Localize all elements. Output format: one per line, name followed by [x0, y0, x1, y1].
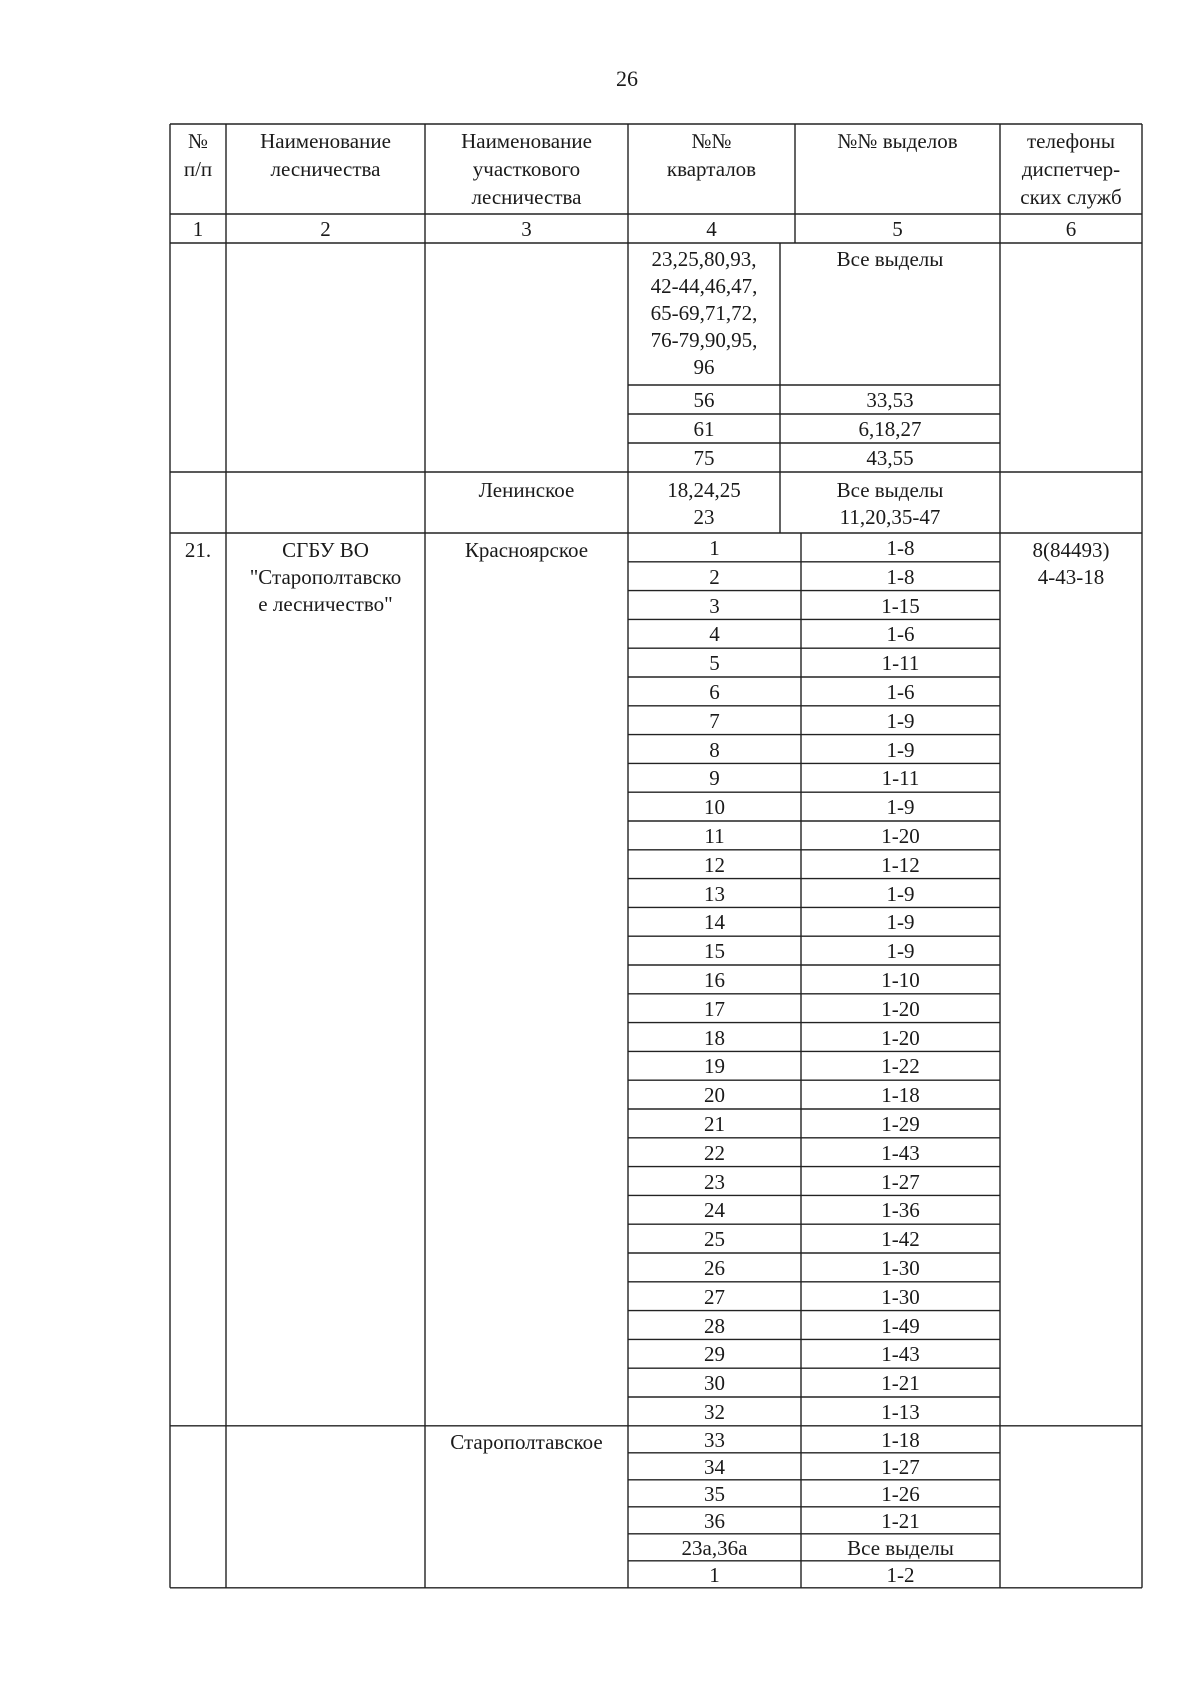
column-number: 3 [521, 217, 532, 241]
allotment-cell: 1-36 [881, 1198, 920, 1223]
allotment-cell: 1-9 [886, 939, 915, 964]
quarter-cell: 18 [704, 1025, 725, 1050]
allotment-cell: 1-15 [881, 593, 920, 618]
forestry-name-line: "Старополтавско [249, 565, 402, 589]
allotment-cell: 1-18 [881, 1427, 920, 1452]
column-number: 4 [706, 217, 717, 241]
quarter-cell: 10 [704, 795, 725, 820]
quarter-cell: 21 [704, 1112, 725, 1136]
quarter-cell: 23 [704, 1169, 725, 1194]
column-number: 6 [1065, 217, 1077, 241]
allotment-cell: 1-43 [881, 1342, 920, 1367]
header-col3-line: участкового [472, 157, 581, 181]
allotment-cell: 1-27 [881, 1169, 920, 1194]
quarters-list-line: 96 [693, 355, 715, 379]
header-col6-line: диспетчер- [1021, 157, 1121, 181]
quarters-list-line: 23 [693, 505, 715, 529]
header-col6-line: ских служб [1020, 185, 1122, 209]
column-number: 1 [192, 217, 204, 241]
allotment-cell: 33,53 [866, 388, 914, 412]
quarter-cell: 5 [709, 651, 720, 676]
allotment-cell: 1-21 [881, 1371, 920, 1396]
header-col4-line: №№ [691, 129, 732, 153]
quarters-list-line: 18,24,25 [667, 478, 741, 502]
allotment-cell: 1-20 [881, 824, 920, 848]
quarter-cell: 17 [704, 996, 725, 1021]
header-col5-line: №№ выделов [837, 129, 958, 153]
allotment-cell: 1-8 [886, 564, 915, 589]
dispatch-phone-line: 4-43-18 [1037, 565, 1105, 589]
allotment-cell: 1-30 [881, 1284, 920, 1309]
quarter-cell: 14 [704, 910, 725, 935]
quarter-cell: 33 [704, 1427, 725, 1452]
quarter-cell: 2 [709, 564, 720, 589]
header-col1-line: № [187, 129, 209, 153]
allotments-list-line: Все выделы [836, 478, 944, 502]
forestry-name-line: е лесничество" [258, 592, 393, 616]
quarter-cell: 27 [704, 1284, 725, 1309]
allotment-cell: 1-9 [886, 910, 915, 935]
allotment-cell: 1-43 [881, 1140, 920, 1165]
header-col1-line: п/п [183, 157, 213, 181]
allotment-cell: 1-6 [886, 622, 915, 647]
quarter-cell: 24 [704, 1198, 725, 1223]
quarter-cell: 19 [704, 1054, 725, 1079]
allotment-cell: 1-42 [881, 1227, 920, 1252]
allotment-cell: 1-30 [881, 1256, 920, 1280]
allotment-cell: 6,18,27 [858, 417, 922, 441]
allotment-cell: 1-6 [886, 680, 915, 704]
allotment-cell: 1-29 [881, 1112, 920, 1136]
allotment-cell: 1-49 [881, 1313, 920, 1338]
allotment-cell: 1-12 [881, 852, 920, 877]
allotment-cell: 1-27 [881, 1454, 920, 1479]
allotment-cell: 1-13 [881, 1400, 920, 1424]
header-col6-line: телефоны [1026, 129, 1115, 153]
quarter-cell: 25 [704, 1227, 725, 1252]
quarters-list-line: 76-79,90,95, [650, 328, 758, 352]
quarter-cell: 15 [704, 939, 725, 964]
page-number: 26 [616, 66, 638, 91]
quarter-cell: 23а,36а [681, 1535, 748, 1560]
allotment-cell: 1-26 [881, 1481, 920, 1506]
allotment-cell: 1-9 [886, 795, 915, 820]
column-number: 2 [320, 217, 331, 241]
allotment-cell: 1-18 [881, 1083, 920, 1108]
allotments-cell: Все выделы [836, 247, 944, 271]
quarters-list-line: 42-44,46,47, [650, 274, 758, 298]
quarter-cell: 28 [704, 1313, 725, 1338]
quarter-cell: 26 [704, 1256, 725, 1280]
quarter-cell: 12 [704, 852, 725, 877]
allotment-cell: 43,55 [866, 446, 914, 470]
allotment-cell: 1-9 [886, 708, 915, 733]
quarter-cell: 3 [709, 593, 720, 618]
quarter-cell: 1 [709, 1562, 720, 1587]
allotment-cell: 1-9 [886, 881, 915, 906]
quarter-cell: 22 [704, 1140, 725, 1165]
quarter-cell: 36 [704, 1508, 725, 1533]
quarter-cell: 30 [704, 1371, 725, 1396]
quarter-cell: 56 [693, 388, 715, 412]
header-col4-line: кварталов [666, 157, 757, 181]
allotment-cell: 1-20 [881, 996, 920, 1021]
forestry-name-line: СГБУ ВО [282, 538, 369, 562]
quarter-cell: 20 [704, 1083, 725, 1108]
allotment-cell: 1-11 [881, 766, 920, 791]
quarter-cell: 6 [709, 680, 720, 704]
header-col2-line: лесничества [270, 157, 381, 181]
quarter-cell: 35 [704, 1481, 725, 1506]
district-name: Старополтавское [450, 1429, 603, 1454]
allotment-cell: 1-8 [886, 536, 915, 560]
allotment-cell: 1-20 [881, 1025, 920, 1050]
quarter-cell: 9 [709, 766, 720, 791]
quarter-cell: 16 [704, 968, 725, 992]
quarter-cell: 32 [704, 1400, 725, 1424]
dispatch-phone-line: 8(84493) [1032, 538, 1110, 562]
quarter-cell: 7 [709, 708, 720, 733]
header-col3-line: лесничества [471, 185, 582, 209]
column-number: 5 [892, 217, 903, 241]
quarter-cell: 13 [704, 881, 725, 906]
allotment-cell: 1-21 [881, 1508, 920, 1533]
allotments-list-line: 11,20,35-47 [839, 505, 941, 529]
allotment-cell: 1-2 [886, 1562, 915, 1587]
allotment-cell: 1-11 [881, 651, 920, 676]
allotment-cell: 1-10 [881, 968, 920, 992]
header-col2-line: Наименование [260, 129, 391, 153]
quarters-list-line: 23,25,80,93, [651, 247, 757, 271]
allotment-cell: Все выделы [847, 1535, 954, 1560]
quarter-cell: 61 [693, 417, 715, 441]
quarter-cell: 34 [704, 1454, 725, 1479]
quarter-cell: 1 [709, 536, 720, 560]
quarter-cell: 8 [709, 737, 720, 762]
quarter-cell: 29 [704, 1342, 725, 1367]
allotment-cell: 1-22 [881, 1054, 920, 1079]
quarter-cell: 11 [704, 824, 725, 848]
district-name: Красноярское [464, 538, 589, 562]
header-col3-line: Наименование [461, 129, 592, 153]
allotment-cell: 1-9 [886, 737, 915, 762]
quarters-list-line: 65-69,71,72, [650, 301, 758, 325]
row-number: 21. [184, 538, 212, 562]
quarter-cell: 4 [709, 622, 720, 647]
district-name: Ленинское [478, 478, 575, 502]
quarter-cell: 75 [693, 446, 715, 470]
